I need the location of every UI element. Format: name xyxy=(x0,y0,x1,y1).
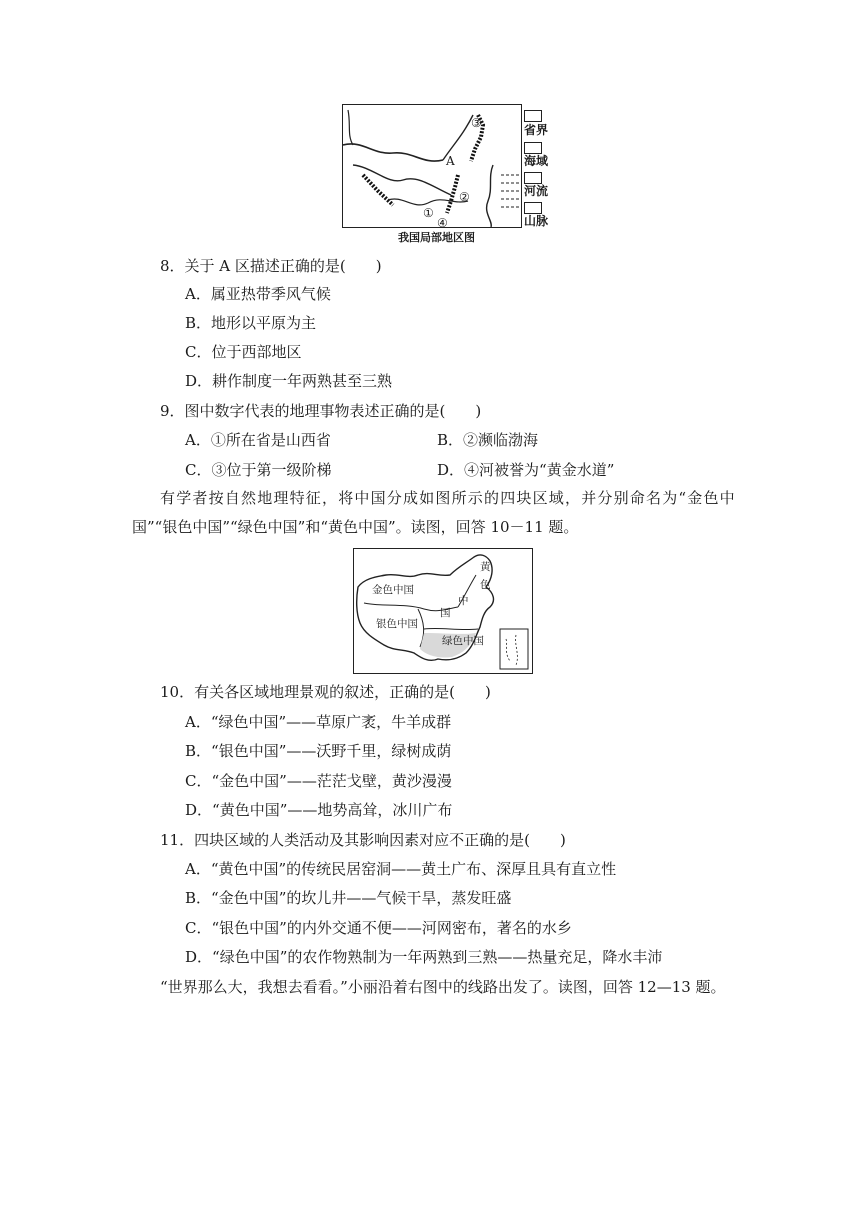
region-map-1 xyxy=(342,104,522,228)
question-8-option-d: D．耕作制度一年两熟甚至三熟 xyxy=(185,372,393,390)
map1-caption: 我国局部地区图 xyxy=(398,231,475,244)
sea-symbol xyxy=(524,142,542,154)
question-10-option-d: D．“黄色中国”——地势高耸，冰川广布 xyxy=(185,801,453,819)
map1-number-3: ③ xyxy=(471,116,482,130)
legend-sea: 海域 xyxy=(524,154,549,168)
question-11-stem: 11．四块区域的人类活动及其影响因素对应不正确的是( ) xyxy=(160,831,566,849)
question-11-option-c: C．“银色中国”的内外交通不便——河网密布，著名的水乡 xyxy=(185,919,572,937)
intro-10-11-line-2: 国”“银色中国”“绿色中国”和“黄色中国”。读图，回答 10－11 题。 xyxy=(132,518,579,536)
question-9-option-a: A．①所在省是山西省 xyxy=(185,431,331,449)
legend-mountain: 山脉 xyxy=(524,214,549,228)
intro-12-13: “世界那么大，我想去看看。”小丽沿着右图中的线路出发了。读图，回答 12—13 题。 xyxy=(160,978,726,996)
label-yellow-char-1: 黄 xyxy=(480,561,491,573)
legend-river: 河流 xyxy=(524,184,549,198)
question-11-option-d: D．“绿色中国”的农作物熟制为一年两熟到三熟——热量充足，降水丰沛 xyxy=(185,948,663,966)
map1-number-2: ② xyxy=(459,190,470,204)
question-10-stem: 10．有关各区域地理景观的叙述，正确的是( ) xyxy=(160,683,491,701)
label-yellow-char-2: 色 xyxy=(480,579,491,591)
question-10-option-c: C．“金色中国”——茫茫戈壁，黄沙漫漫 xyxy=(185,772,452,790)
label-yellow-char-3: 中 xyxy=(458,595,469,607)
question-9-option-d: D．④河被誉为“黄金水道” xyxy=(437,461,615,479)
question-11-option-b: B．“金色中国”的坎儿井——气候干旱，蒸发旺盛 xyxy=(185,889,512,907)
question-8-option-b: B．地形以平原为主 xyxy=(185,314,317,332)
label-silver-china: 银色中国 xyxy=(376,618,418,630)
question-10-option-a: A．“绿色中国”——草原广袤，牛羊成群 xyxy=(185,713,452,731)
question-11-option-a: A．“黄色中国”的传统民居窑洞——黄土广布、深厚且具有直立性 xyxy=(185,860,617,878)
question-8-stem: 8．关于 A 区描述正确的是( ) xyxy=(160,257,382,275)
legend-province-border: 省界 xyxy=(524,123,549,137)
question-9-option-b: B．②濒临渤海 xyxy=(437,431,539,449)
question-9-stem: 9．图中数字代表的地理事物表述正确的是( ) xyxy=(160,402,482,420)
question-8-option-c: C．位于西部地区 xyxy=(185,343,302,361)
province-border-symbol xyxy=(524,110,542,122)
map1-number-4: ④ xyxy=(437,216,448,228)
label-green-china: 绿色中国 xyxy=(442,635,484,647)
question-9-option-c: C．③位于第一级阶梯 xyxy=(185,461,332,479)
question-8-option-a: A．属亚热带季风气候 xyxy=(185,285,331,303)
label-gold-china: 金色中国 xyxy=(372,584,414,596)
map1-region-a: A xyxy=(446,154,455,168)
map1-number-1: ① xyxy=(423,206,434,220)
china-regions-map xyxy=(353,548,533,674)
question-10-option-b: B．“银色中国”——沃野千里，绿树成荫 xyxy=(185,742,452,760)
label-yellow-char-4: 国 xyxy=(440,607,451,619)
intro-10-11-line-1: 有学者按自然地理特征，将中国分成如图所示的四块区域，并分别命名为“金色中 xyxy=(160,489,736,507)
mountain-symbol xyxy=(524,202,542,214)
river-symbol xyxy=(524,172,542,184)
